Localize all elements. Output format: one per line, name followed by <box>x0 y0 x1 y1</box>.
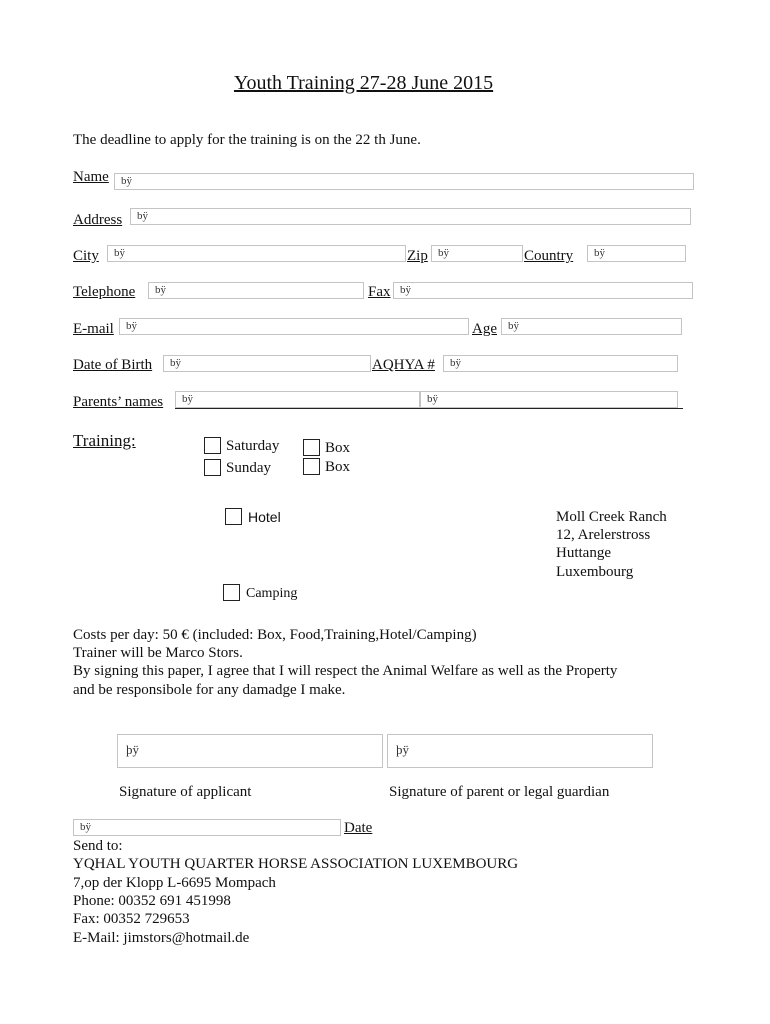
guardian-signature-label: Signature of parent or legal guardian <box>389 784 610 800</box>
ranch-country: Luxembourg <box>556 564 634 580</box>
age-label: Age <box>472 321 497 337</box>
aqhya-label: AQHYA # <box>372 357 435 373</box>
telephone-field[interactable]: bÿ <box>148 282 364 299</box>
country-label: Country <box>524 248 574 264</box>
costs-text: Costs per day: 50 € (included: Box, Food,Training,Hotel/Camping) <box>73 627 477 643</box>
trainer-text: Trainer will be Marco Stors. <box>73 645 243 661</box>
sunday-label: Sunday <box>226 460 271 476</box>
name-label: Name <box>73 169 109 185</box>
send-org: YQHAL YOUTH QUARTER HORSE ASSOCIATION LUXEMBOURG <box>73 856 519 872</box>
deadline-text: The deadline to apply for the training is on the 22 th June. <box>73 132 421 148</box>
address-label: Address <box>73 212 123 228</box>
guardian-signature-field[interactable]: þÿ <box>387 734 653 768</box>
page-title: Youth Training 27-28 June 2015 <box>234 72 494 94</box>
send-email: E-Mail: jimstors@hotmail.de <box>73 930 250 946</box>
box-label-2: Box <box>325 459 351 475</box>
age-field[interactable]: bÿ <box>501 318 682 335</box>
address-field[interactable]: bÿ <box>130 208 691 225</box>
camping-label: Camping <box>246 586 298 601</box>
agreement-text-2: and be responsibole for any damadge I make. <box>73 682 346 698</box>
send-address: 7,op der Klopp L-6695 Mompach <box>73 875 276 891</box>
send-to-heading: Send to: <box>73 838 123 854</box>
country-field[interactable]: bÿ <box>587 245 686 262</box>
agreement-text-1: By signing this paper, I agree that I will respect the Animal Welfare as well as the Property <box>73 663 618 679</box>
date-label: Date <box>344 820 373 836</box>
city-field[interactable]: bÿ <box>107 245 406 262</box>
parent-name-field-2[interactable]: bÿ <box>420 391 678 408</box>
ranch-name: Moll Creek Ranch <box>556 509 667 525</box>
zip-label: Zip <box>407 248 428 264</box>
name-field[interactable]: bÿ <box>114 173 694 190</box>
city-label: City <box>73 248 99 264</box>
parents-label: Parents’ names <box>73 394 164 410</box>
ranch-street: 12, Arelerstross <box>556 527 651 543</box>
sunday-checkbox[interactable] <box>204 459 221 476</box>
date-field[interactable]: bÿ <box>73 819 341 836</box>
dob-field[interactable]: bÿ <box>163 355 371 372</box>
saturday-label: Saturday <box>226 438 280 454</box>
email-label: E-mail <box>73 321 114 337</box>
aqhya-field[interactable]: bÿ <box>443 355 678 372</box>
saturday-checkbox[interactable] <box>204 437 221 454</box>
ranch-town: Huttange <box>556 545 611 561</box>
parent-name-field-1[interactable]: bÿ <box>175 391 420 408</box>
send-phone: Phone: 00352 691 451998 <box>73 893 231 909</box>
applicant-signature-field[interactable]: þÿ <box>117 734 383 768</box>
fax-label: Fax <box>368 284 391 300</box>
applicant-signature-label: Signature of applicant <box>119 784 252 800</box>
send-fax: Fax: 00352 729653 <box>73 911 190 927</box>
parents-underline <box>175 408 683 409</box>
box-label-1: Box <box>325 440 351 456</box>
training-label: Training: <box>73 431 136 450</box>
email-field[interactable]: bÿ <box>119 318 469 335</box>
dob-label: Date of Birth <box>73 357 153 373</box>
fax-field[interactable]: bÿ <box>393 282 693 299</box>
box-checkbox-2[interactable] <box>303 458 320 475</box>
hotel-label: Hotel <box>248 509 281 525</box>
zip-field[interactable]: bÿ <box>431 245 523 262</box>
camping-checkbox[interactable] <box>223 584 240 601</box>
hotel-checkbox[interactable] <box>225 508 242 525</box>
telephone-label: Telephone <box>73 284 136 300</box>
box-checkbox-1[interactable] <box>303 439 320 456</box>
